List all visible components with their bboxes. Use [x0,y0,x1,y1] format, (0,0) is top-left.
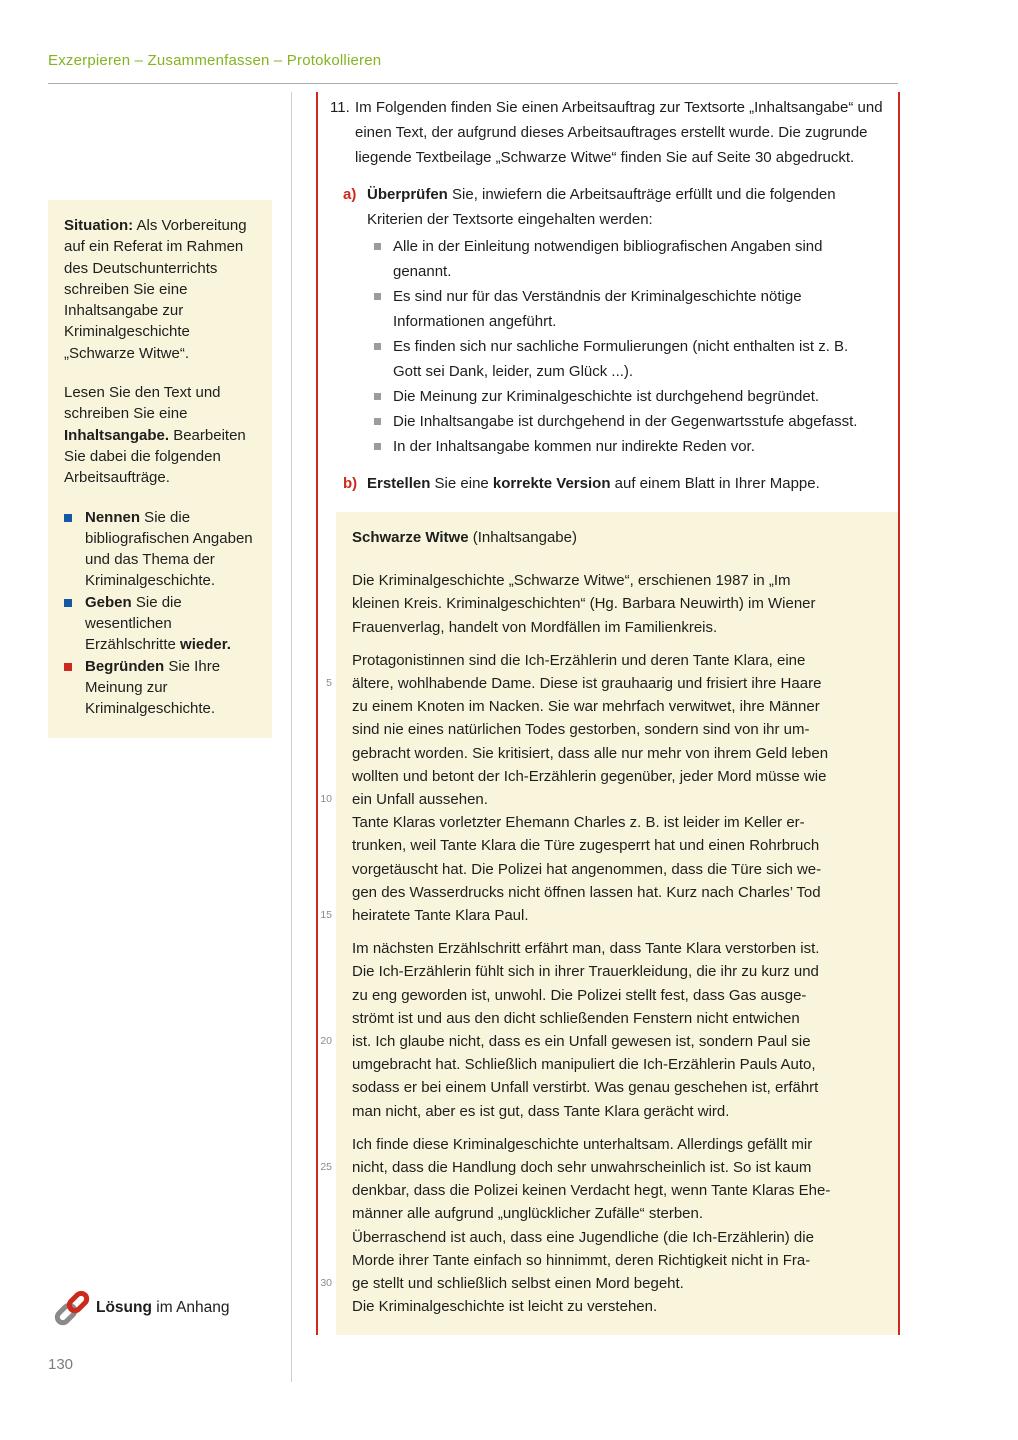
subtask-a [343,182,888,232]
story-line: Die Kriminalgeschichte „Schwarze Witwe“, erschienen 1987 in „Im [352,572,791,590]
square-bullet-icon [374,443,381,450]
story-line: Protagonistinnen sind die Ich-Erzählerin und deren Tante Klara, eine [352,651,806,669]
story-title [352,526,880,549]
story-line: 10 ein Unfall aussehen. [320,791,488,809]
list-item: Es sind nur für das Verständnis der Kriminalgeschichte nötige Informationen angeführt. [374,284,869,334]
story-box [320,512,898,1335]
solution-label: Lösung im Anhang [96,1299,230,1316]
story-line: man nicht, aber es ist gut, dass Tante Klara gerächt wird. [352,1102,730,1120]
story-line: Morde ihrer Tante einfach so hinnimmt, deren Richtigkeit nicht in Fra- [352,1251,811,1269]
story-line: Im nächsten Erzählschritt erfährt man, dass Tante Klara verstorben ist. [352,940,820,958]
story-line: Frauenverlag, handelt von Mordfällen im Familienkreis. [352,618,718,636]
story-paragraph [320,937,880,1123]
subtask-b-text: Erstellen Sie eine korrekte Version auf einem Blatt in Ihrer Mappe. [367,475,820,492]
instruction-paragraph: Lesen Sie den Text und schreiben Sie eine Inhaltsangabe. Bearbeiten Sie dabei die folgenden Arbeitsaufträge. [64,384,246,487]
breadcrumb: Exzerpieren – Zusammenfassen – Protokollieren [48,52,382,69]
story-line: sind nie eines natürlichen Todes gestorben, sondern sind von ihr um- [352,721,810,739]
story-line: 15 heiratete Tante Klara Paul. [320,907,529,925]
line-number: 5 [326,677,332,690]
list-item: Alle in der Einleitung notwendigen bibliografischen Angaben sind genannt. [374,234,869,284]
story-line: Tante Klaras vorletzter Ehemann Charles z. B. ist leider im Keller er- [352,814,805,832]
story-paragraph [352,569,880,639]
header-divider [48,83,898,84]
story-line: gebracht worden. Sie kritisiert, dass alle nur mehr von ihrem Geld leben [352,744,829,762]
column-divider [291,92,292,1382]
story-title-type: (Inhaltsangabe) [468,529,577,546]
list-item: Die Meinung zur Kriminalgeschichte ist durchgehend begründet. [374,384,869,409]
story-line: 5 ältere, wohlhabende Dame. Diese ist grauhaarig und frisiert ihre Haare [352,672,880,695]
situation-box [48,200,272,738]
story-line: sodass er bei einem Unfall verstirbt. Was genau geschehen ist, erfährt [352,1079,819,1097]
line-number: 10 [320,793,332,806]
story-line: zu eng geworden ist, unwohl. Die Polizei stellt fest, dass Gas ausge- [352,986,807,1004]
criteria-list [374,234,869,459]
subtask-a-label: a) [343,186,357,203]
chain-link-icon [52,1288,92,1328]
line-number: 30 [320,1277,332,1290]
story-line: 30 ge stellt und schließlich selbst einen Mord begeht. [320,1275,684,1293]
list-item: In der Inhaltsangabe kommen nur indirekte Reden vor. [374,434,869,459]
subtask-b-label: b) [343,475,358,492]
list-item: Nennen Sie die bibliografischen Angaben und das Thema der Kriminalgeschichte. [64,507,258,592]
story-paragraph [320,1133,880,1319]
story-line: gen des Wasserdrucks nicht öffnen lassen hat. Kurz nach Charles’ Tod [352,883,821,901]
situation-paragraph: Situation: Als Vorbereitung auf ein Referat im Rahmen des Deutschunterrichts schreiben Sie eine Inhaltsangabe zur Kriminalgeschichte „Schwarze Witwe“. [64,217,247,362]
list-item: Geben Sie die wesentlichen Erzählschritte wieder. [64,592,258,656]
square-bullet-icon [64,599,72,607]
solution-reference [52,1288,230,1328]
square-bullet-icon [374,418,381,425]
story-line: umgebracht hat. Schließlich manipuliert die Ich-Erzählerin Pauls Auto, [352,1056,816,1074]
page-number: 130 [48,1356,74,1373]
story-line: trunken, weil Tante Klara die Türe zugesperrt hat und einen Rohrbruch [352,837,820,855]
story-line: zu einem Knoten im Nacken. Sie war mehrfach verwitwet, ihre Männer [352,698,820,716]
story-title-name: Schwarze Witwe [352,529,469,546]
task-block [316,92,900,1335]
square-bullet-icon [374,393,381,400]
line-number: 15 [320,909,332,922]
story-body [320,569,880,1318]
task-number: 11. [330,99,350,116]
story-paragraph [320,649,880,927]
line-number: 20 [320,1035,332,1048]
square-bullet-icon [374,293,381,300]
story-line: 25 nicht, dass die Handlung doch sehr unwahrscheinlich ist. So ist kaum [320,1159,812,1177]
story-line: Überraschend ist auch, dass eine Jugendliche (die Ich-Erzählerin) die [352,1228,814,1246]
story-line: 20 ist. Ich glaube nicht, dass es ein Unfall gewesen ist, sondern Paul sie [320,1033,811,1051]
story-line: vorgetäuscht hat. Die Polizei hat angenommen, dass die Türe sich we- [352,860,822,878]
square-bullet-icon [64,663,72,671]
square-bullet-icon [374,243,381,250]
story-line: Die Kriminalgeschichte ist leicht zu verstehen. [352,1298,658,1316]
story-line: kleinen Kreis. Kriminalgeschichten“ (Hg. Barbara Neuwirth) im Wiener [352,595,816,613]
story-line: männer alle aufgrund „unglücklicher Zufälle“ sterben. [352,1205,704,1223]
task-intro-text: Im Folgenden finden Sie einen Arbeitsauftrag zur Textsorte „Inhaltsangabe“ und einen Text, der aufgrund dieses Arbeitsauftrages erstellt wurde. Die zugrunde liegende Textbeilage „Schwarze Witwe“ finden Sie auf Seite 30 abgedruckt. [355,99,883,166]
story-line: denkbar, dass die Polizei keinen Verdacht hegt, wenn Tante Klaras Ehe- [352,1182,831,1200]
subtask-a-text: Überprüfen Sie, inwiefern die Arbeitsaufträge erfüllt und die folgenden Kriterien der Textsorte eingehalten werden: [367,186,836,228]
list-item: Begründen Sie Ihre Meinung zur Kriminalgeschichte. [64,656,258,720]
line-number: 25 [320,1161,332,1174]
square-bullet-icon [64,514,72,522]
square-bullet-icon [374,343,381,350]
task-intro [330,95,888,170]
task-bullet-list [64,507,258,720]
story-line: strömt ist und aus den dicht schließenden Fenstern nicht entwichen [352,1009,800,1027]
list-item: Es finden sich nur sachliche Formulierungen (nicht enthalten ist z. B. Gott sei Dank, leider, zum Glück ...). [374,334,869,384]
list-item: Die Inhaltsangabe ist durchgehend in der Gegenwartsstufe abgefasst. [374,409,869,434]
story-line: Die Ich-Erzählerin fühlt sich in ihrer Trauerkleidung, die ihr zu kurz und [352,963,819,981]
subtask-b [343,471,888,496]
story-line: wollten und betont der Ich-Erzählerin gegenüber, jeder Mord müsse wie [352,767,827,785]
story-line: Ich finde diese Kriminalgeschichte unterhaltsam. Allerdings gefällt mir [352,1135,813,1153]
